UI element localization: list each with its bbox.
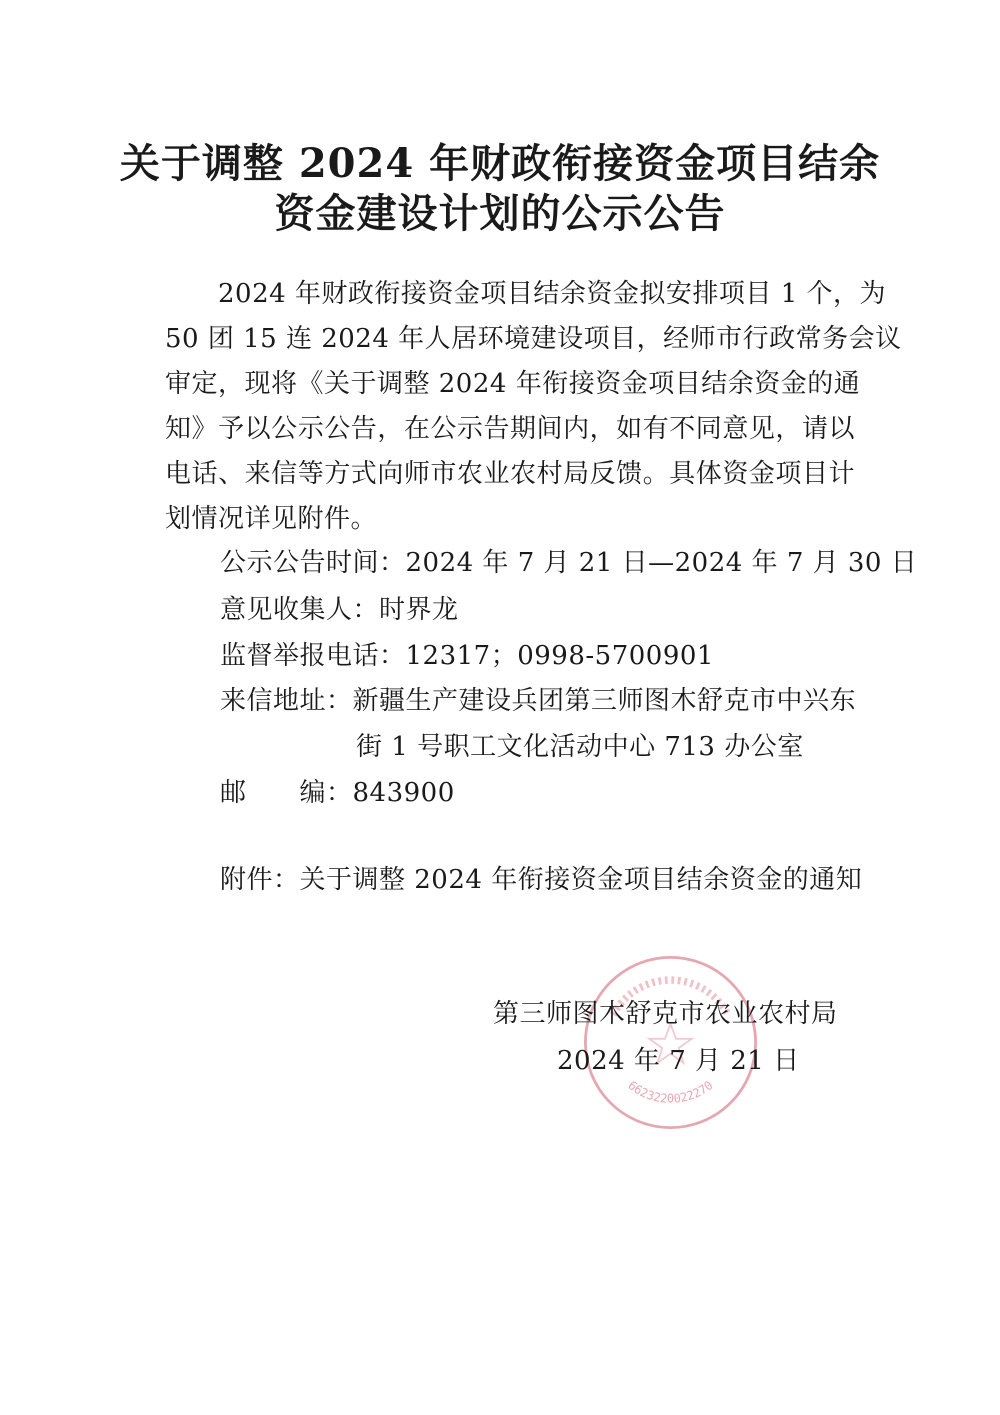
body-paragraph-line-6: 划情况详见附件。: [165, 504, 378, 534]
issuing-organization: 第三师图木舒克市农业农村局: [493, 999, 838, 1029]
svg-text:6623220022270: [625, 1078, 715, 1106]
opinion-collector: 意见收集人：时界龙: [220, 595, 459, 625]
attachment-note: 附件：关于调整 2024 年衔接资金项目结余资金的通知: [220, 865, 863, 895]
body-paragraph-line-1: 2024 年财政衔接资金项目结余资金拟安排项目 1 个，为: [218, 279, 887, 309]
document-title-line-1: 关于调整 2024 年财政衔接资金项目结余: [119, 140, 881, 187]
seal-code: 6623220022270: [625, 1078, 716, 1106]
body-paragraph-line-5: 电话、来信等方式向师市农业农村局反馈。具体资金项目计: [165, 459, 855, 489]
mailing-address-line-2: 街 1 号职工文化活动中心 713 办公室: [356, 732, 804, 762]
body-paragraph-line-4: 知》予以公示公告，在公示告期间内，如有不同意见，请以: [165, 414, 855, 444]
body-paragraph-line-2: 50 团 15 连 2024 年人居环境建设项目，经师市行政常务会议: [165, 324, 902, 354]
body-paragraph-line-3: 审定，现将《关于调整 2024 年衔接资金项目结余资金的通: [165, 369, 861, 399]
issue-date: 2024 年 7 月 21 日: [557, 1046, 800, 1076]
publicity-period: 公示公告时间：2024 年 7 月 21 日—2024 年 7 月 30 日: [220, 548, 918, 578]
document-title-line-2: 资金建设计划的公示公告: [274, 190, 726, 237]
postcode: 邮 编：843900: [220, 778, 455, 808]
report-phone: 监督举报电话：12317；0998-5700901: [220, 641, 714, 671]
mailing-address-line-1: 来信地址：新疆生产建设兵团第三师图木舒克市中兴东: [220, 686, 857, 716]
